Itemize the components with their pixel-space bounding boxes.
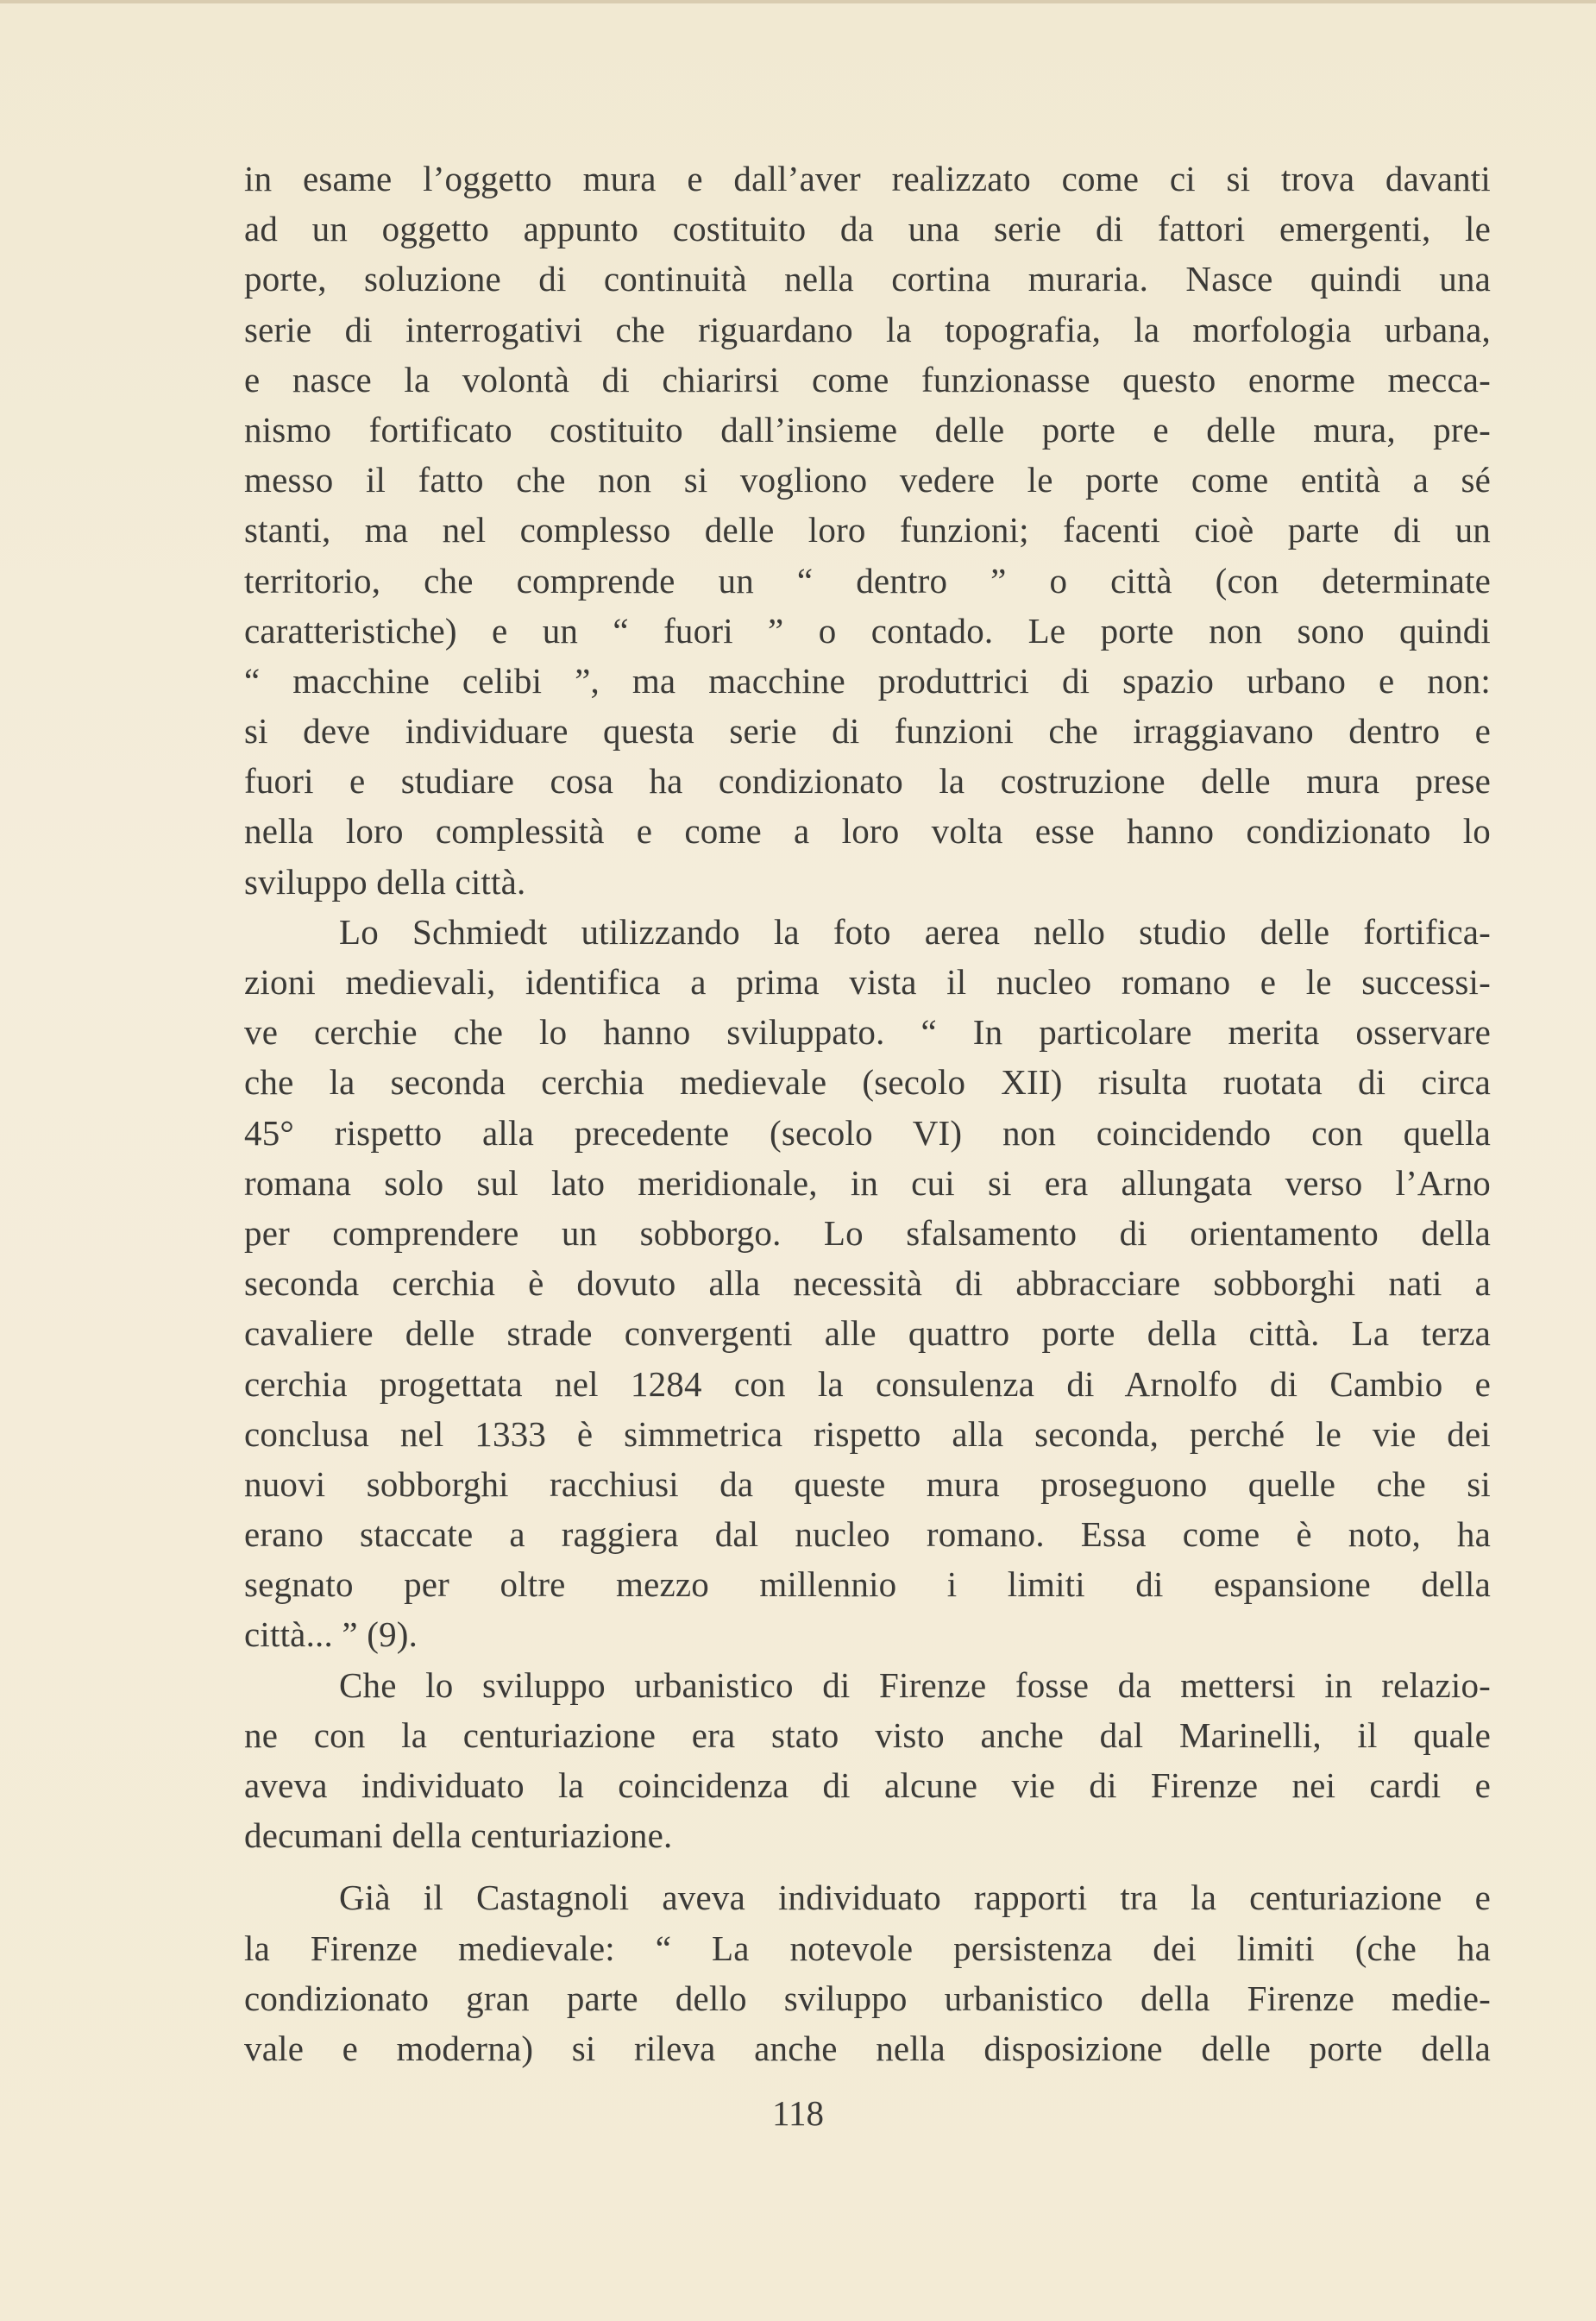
text-line: sviluppo della città. [244, 861, 526, 902]
text-line: Che lo sviluppo urbanistico di Firenze fosse da mettersi in relazio- [339, 1664, 1491, 1705]
text-line: e nasce la volontà di chiarirsi come funzionasse questo enorme mecca- [244, 359, 1491, 399]
paragraph-3 [244, 1660, 1491, 1861]
text-line: decumani della centuriazione. [244, 1815, 673, 1856]
page-top-edge [0, 0, 1596, 3]
text-line: nella loro complessità e come a loro volta esse hanno condizionato lo [244, 811, 1491, 852]
body-text [244, 154, 1491, 2073]
text-line: fuori e studiare cosa ha condizionato la costruzione delle mura prese [244, 761, 1491, 802]
paragraph-2 [244, 907, 1491, 1660]
text-line: nismo fortificato costituito dall’insieme delle porte e delle mura, pre- [244, 409, 1491, 450]
text-line: romana solo sul lato meridionale, in cui si era allungata verso l’Arno [244, 1162, 1491, 1203]
text-line: 45° rispetto alla precedente (secolo VI) non coincidendo con quella [244, 1112, 1491, 1153]
text-line: porte, soluzione di continuità nella cortina muraria. Nasce quindi una [244, 259, 1491, 299]
text-line: zioni medievali, identifica a prima vista il nucleo romano e le successi- [244, 962, 1491, 1002]
text-line: messo il fatto che non si vogliono vedere le porte come entità a sé [244, 460, 1491, 500]
text-line: “ macchine celibi ”, ma macchine produttrici di spazio urbano e non: [244, 660, 1491, 701]
paragraph-1 [244, 154, 1491, 907]
text-line: si deve individuare questa serie di funzioni che irraggiavano dentro e [244, 711, 1491, 752]
text-line: nuovi sobborghi racchiusi da queste mura proseguono quelle che si [244, 1463, 1491, 1504]
text-line: vale e moderna) si rileva anche nella disposizione delle porte della [244, 2028, 1491, 2068]
text-line: conclusa nel 1333 è simmetrica rispetto alla seconda, perché le vie dei [244, 1413, 1491, 1454]
text-line: ad un oggetto appunto costituito da una serie di fattori emergenti, le [244, 209, 1491, 249]
text-line: erano staccate a raggiera dal nucleo romano. Essa come è noto, ha [244, 1514, 1491, 1555]
text-line: cerchia progettata nel 1284 con la consulenza di Arnolfo di Cambio e [244, 1363, 1491, 1404]
text-line: stanti, ma nel complesso delle loro funzioni; facenti cioè parte di un [244, 510, 1491, 550]
text-line: aveva individuato la coincidenza di alcune vie di Firenze nei cardi e [244, 1765, 1491, 1805]
text-line: Lo Schmiedt utilizzando la foto aerea nello studio delle fortifica- [339, 911, 1491, 952]
paragraph-4 [244, 1872, 1491, 2073]
text-line: caratteristiche) e un “ fuori ” o contado. Le porte non sono quindi [244, 610, 1491, 651]
page-number: 118 [772, 2093, 824, 2133]
text-line: città... ” (9). [244, 1614, 418, 1655]
text-line: serie di interrogativi che riguardano la topografia, la morfologia urbana, [244, 309, 1491, 349]
text-line: cavaliere delle strade convergenti alle quattro porte della città. La terza [244, 1313, 1491, 1354]
text-line: condizionato gran parte dello sviluppo urbanistico della Firenze medie- [244, 1978, 1491, 2018]
text-line: che la seconda cerchia medievale (secolo XII) risulta ruotata di circa [244, 1062, 1491, 1103]
text-line: la Firenze medievale: “ La notevole persistenza dei limiti (che ha [244, 1928, 1491, 1968]
text-line: ne con la centuriazione era stato visto anche dal Marinelli, il quale [244, 1714, 1491, 1755]
text-line: per comprendere un sobborgo. Lo sfalsamento di orientamento della [244, 1212, 1491, 1253]
text-line: territorio, che comprende un “ dentro ” o città (con determinate [244, 560, 1491, 601]
text-line: Già il Castagnoli aveva individuato rapporti tra la centuriazione e [339, 1878, 1491, 1918]
text-line: ve cerchie che lo hanno sviluppato. “ In particolare merita osservare [244, 1012, 1491, 1053]
text-line: seconda cerchia è dovuto alla necessità di abbracciare sobborghi nati a [244, 1263, 1491, 1304]
text-line: in esame l’oggetto mura e dall’aver realizzato come ci si trova davanti [244, 159, 1491, 198]
text-line: segnato per oltre mezzo millennio i limiti di espansione della [244, 1564, 1491, 1605]
